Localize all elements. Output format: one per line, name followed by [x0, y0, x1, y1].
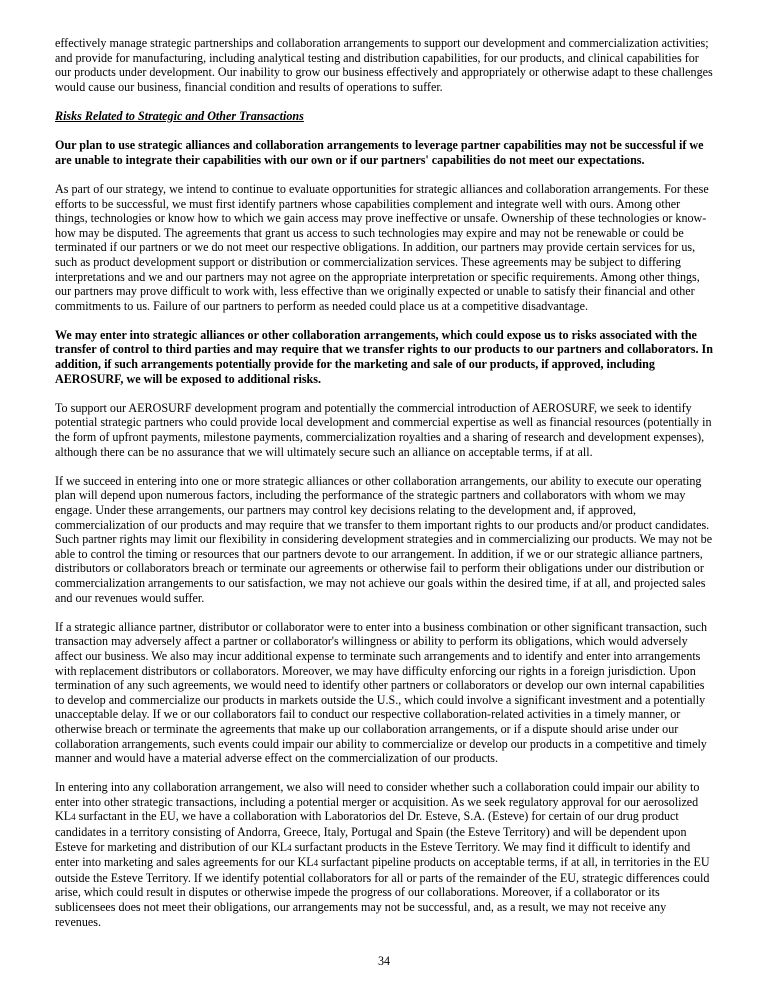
risk-factor-heading-1: Our plan to use strategic alliances and collaboration arrangements to leverage partner capabilities may not be successful if we are unable to integrate their capabilities with our own or if our partners' capabilities do not meet our expectations. [55, 138, 704, 167]
risk-factor-paragraph-2c: If a strategic alliance partner, distributor or collaborator were to enter into a business combination or other significant transaction, such transaction may adversely affect a partner or collaborator's willingness or ability to perform its obligations, which would adversely affect our business. We also may incur additional expense to terminate such arrangements and to identify and enter into arrangements with replacement distributors or collaborators. Moreover, we may have difficulty enforcing our rights in a foreign jurisdiction. Upon termination of any such agreements, we would need to identify other partners or collaborators or develop our own internal capabilities to develop and commercialize our products in markets outside the U.S., which could involve a significant investment and a potentially unacceptable delay. If we or our collaborators fail to conduct our respective collaboration-related activities in a timely manner, or otherwise breach or terminate the agreements that make up our collaboration arrangements, or if a dispute should arise under our collaboration arrangements, such events could impair our ability to commercialize or develop our products in a competitive and timely manner and would have a material adverse effect on the commercialization of our products. [55, 619, 708, 766]
page-number: 34 [377, 954, 391, 968]
risk-factor-paragraph-2b: If we succeed in entering into one or more strategic alliances or other collaboration arrangements, our ability to execute our operating plan will depend upon numerous factors, including the performance of the strategic partners and collaborators with whom we may engage. Under these arrangements, our partners may control key decisions relating to the development and, if approved, commercialization of our products and may require that we transfer to them important rights to our products and/or product candidates. Such partner rights may limit our flexibility in considering development strategies and in commercializing our products. We may not be able to control the timing or resources that our partners devote to our arrangement. In addition, if we or our strategic alliance partners, distributors or collaborators breach or terminate our agreements or otherwise fail to perform their obligations under our distribution or commercialization arrangements to our satisfaction, we may not achieve our goals within the desired time, if at all, and projected sales and our revenues would suffer. [55, 473, 713, 605]
paragraph-text: surfactant products in the Esteve Territory. We may find it difficult to identify and enter into marketing and sales agreements for our KL [55, 839, 691, 870]
paragraph-text: surfactant pipeline products on acceptable terms, if at all, in territories in the EU outside the Esteve Territory. If we identify potential collaborators for all or parts of the remainder of the EU, strategic differences could arise, which could result in disputes or otherwise impede the progress of our collaborations. Moreover, if a collaborator or its sublicensees does not meet their obligations, our arrangements may not be successful, and, as a result, we may not receive any revenues. [55, 855, 710, 929]
section-heading: Risks Related to Strategic and Other Transactions [55, 108, 304, 123]
document-page [55, 36, 715, 944]
subscript-4: 4 [71, 812, 76, 823]
risk-factor-heading-2: We may enter into strategic alliances or other collaboration arrangements, which could expose us to risks associated with the transfer of control to third parties and may require that we transfer rights to our products to our partners and collaborators. In addition, if such arrangements potentially provide for the marketing and sale of our products, if approved, including AEROSURF, we will be exposed to additional risks. [55, 327, 713, 386]
intro-paragraph: effectively manage strategic partnerships and collaboration arrangements to support our development and commercialization activities; and provide for manufacturing, including analytical testing and distribution capabilities, for our products, and clinical capabilities for our products under development. Our inability to grow our business effectively and appropriately or otherwise adapt to these challenges would cause our business, financial condition and results of operations to suffer. [55, 36, 713, 94]
paragraph-text: In entering into any collaboration arrangement, we also will need to consider whether such a collaboration could impair our ability to enter into other strategic transactions, including a potential merger or acquisition. As we seek regulatory approval for our aerosolized KL [55, 780, 700, 824]
subscript-4: 4 [313, 858, 319, 869]
subscript-4: 4 [287, 842, 292, 853]
risk-factor-paragraph-2d [55, 780, 715, 929]
risk-factor-paragraph-2a: To support our AEROSURF development program and potentially the commercial introduction of AEROSURF, we seek to identify potential strategic partners who could provide local development and commercial expertise as well as financial resources (potentially in the form of upfront payments, milestone payments, commercialization royalties and a sharing of research and development expenses), although there can be no assurance that we will ultimately secure such an alliance on acceptable terms, if at all. [55, 400, 712, 459]
risk-factor-paragraph-1: As part of our strategy, we intend to continue to evaluate opportunities for strategic alliances and collaboration arrangements. For these efforts to be successful, we must first identify partners whose capabilities complement and integrate well with ours. Among other things, technologies or know how to which we gain access may prove ineffective or unsafe. Ownership of these technologies or know-how may be disputed. The agreements that grant us access to such technologies may expire and may not be renewable or could be terminated if our partners or we do not meet our respective obligations. In addition, our partners may provide certain services for us, such as product development support or distribution or commercialization services. These agreements may be subject to differing interpretations and we and our partners may not agree on the appropriate interpretation or specific requirements. Among other things, our partners may prove difficult to work with, less effective than we originally expected or unable to satisfy their financial and other commitments to us. Failure of our partners to perform as needed could place us at a competitive disadvantage. [55, 181, 709, 313]
paragraph-text: surfactant in the EU, we have a collaboration with Laboratorios del Dr. Esteve, S.A. (Esteve) for certain of our drug product candidates in a territory consisting of Andorra, Greece, Italy, Portugal and Spain (the Esteve Territory) and will be dependent upon Esteve for marketing and distribution of our KL [55, 809, 687, 854]
